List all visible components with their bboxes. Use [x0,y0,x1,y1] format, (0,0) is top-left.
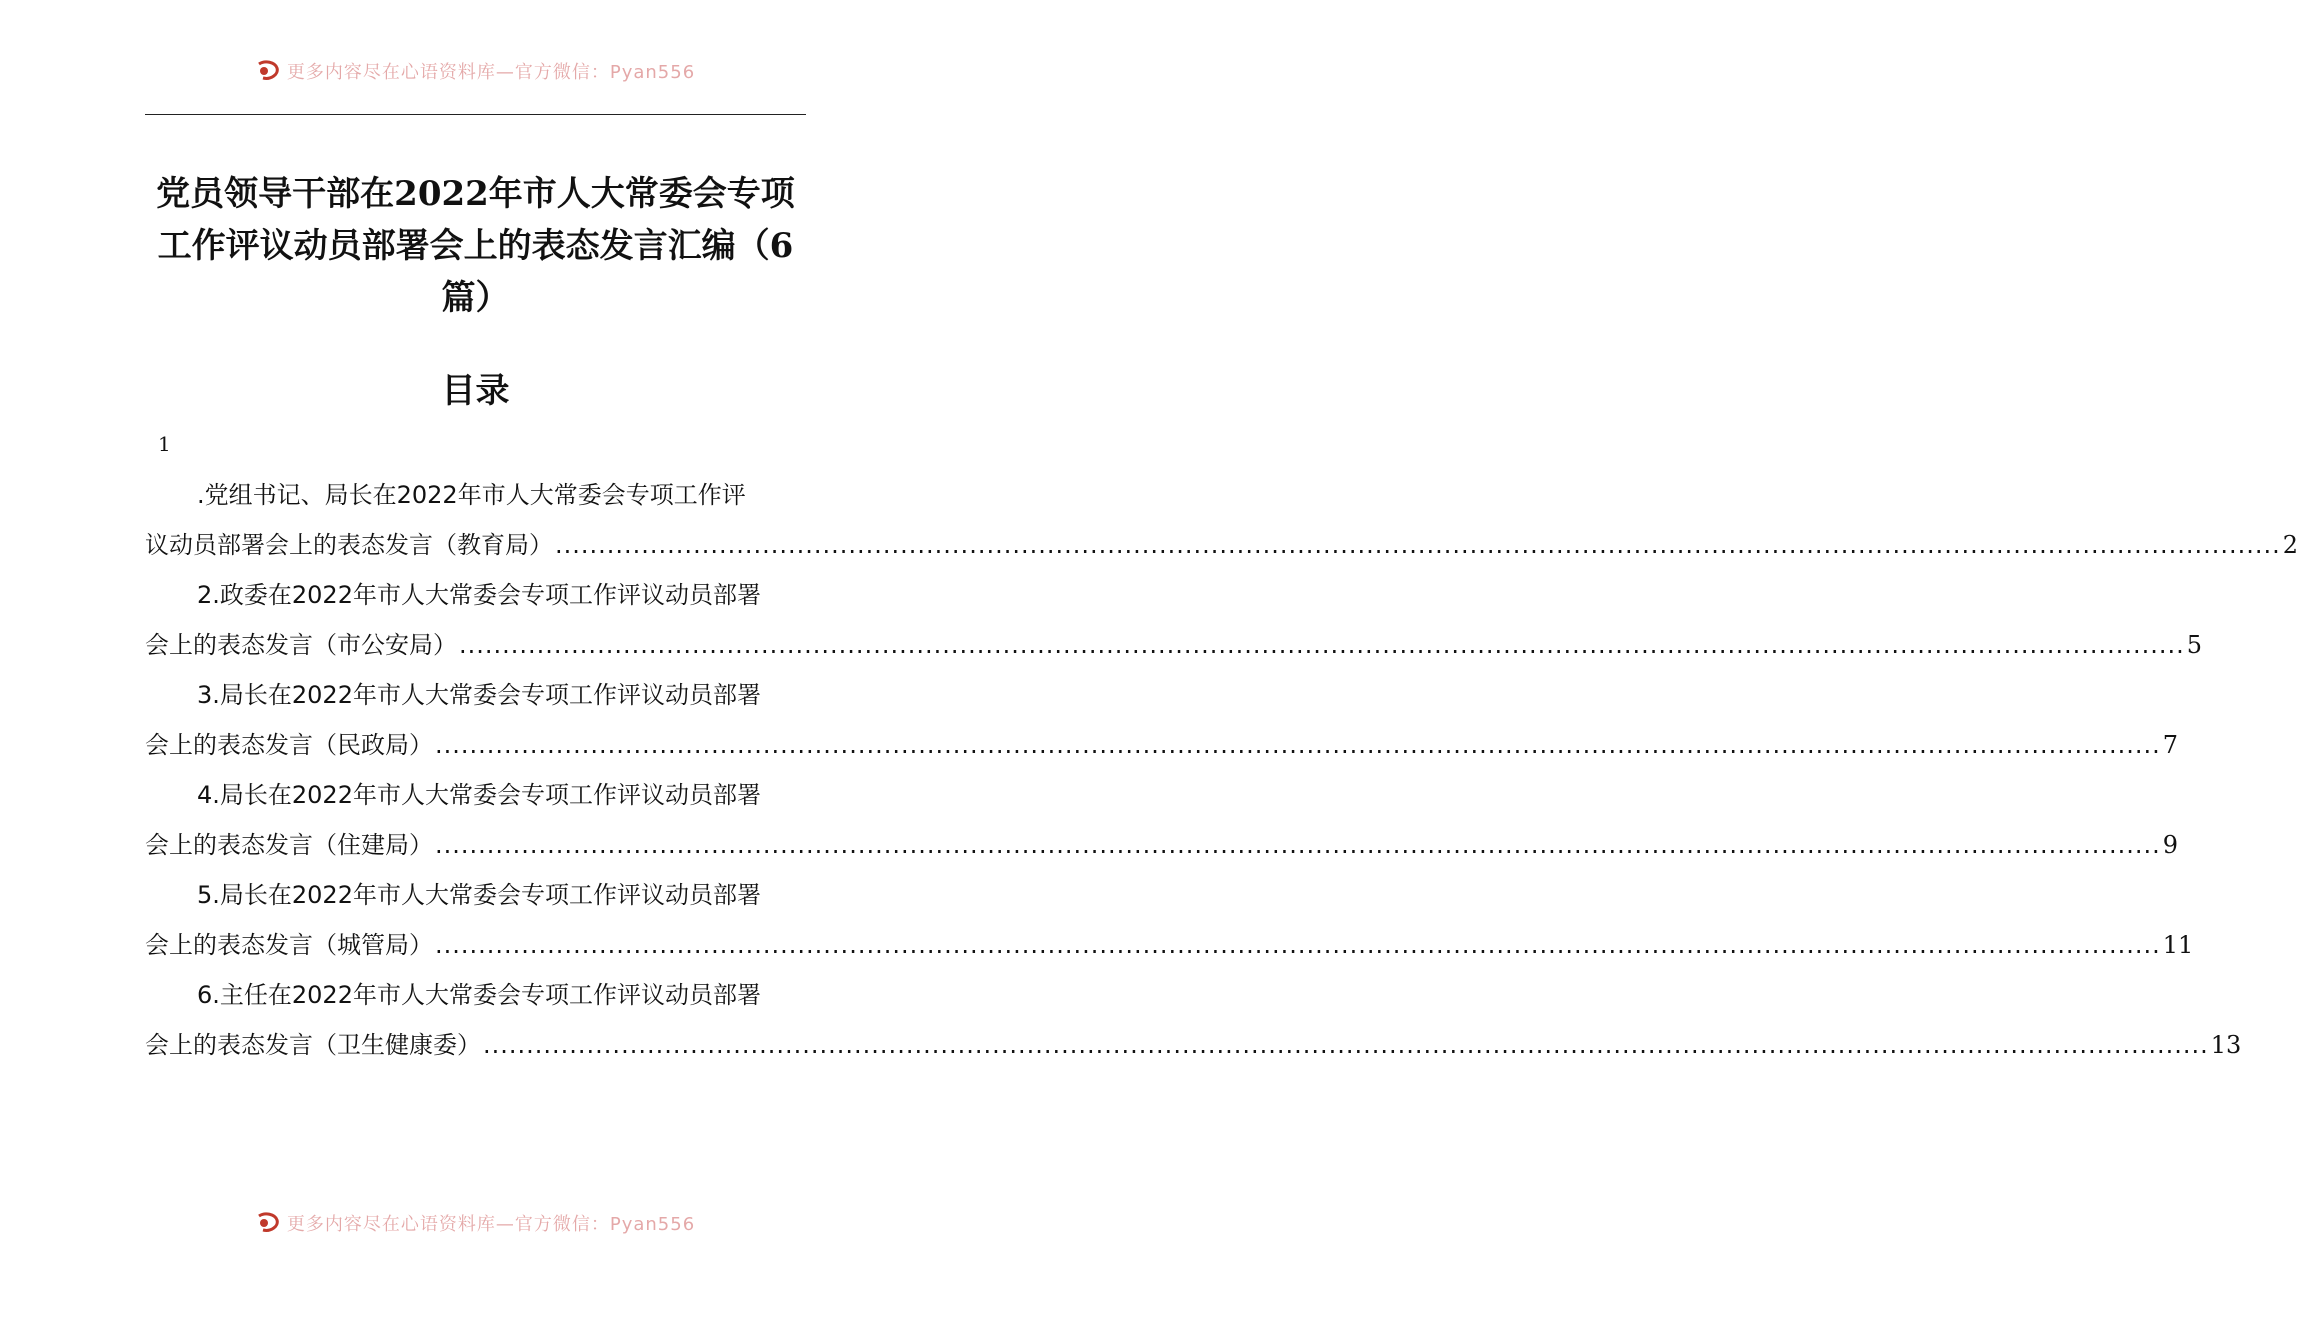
toc-entry-text: 会上的表态发言（卫生健康委） [145,1031,481,1059]
table-of-contents [145,470,2298,1070]
footer-watermark [0,1208,950,1238]
toc-entry-text: 会上的表态发言（城管局） [145,931,433,959]
toc-entry-line2 [145,920,2194,970]
toc-entry[interactable] [145,670,2179,770]
toc-page-number: 13 [2210,1031,2242,1059]
title-line: 篇） [441,278,510,318]
header-watermark [0,56,950,86]
toc-page-number: 9 [2162,831,2179,859]
toc-page-number: 11 [2162,931,2194,959]
toc-entry-text: 议动员部署会上的表态发言（教育局） [145,531,553,559]
watermark-text: 更多内容尽在心语资料库—官方微信：Pyan556 [286,1214,696,1235]
toc-entry[interactable] [145,470,2298,570]
toc-entry-line1: .党组书记、局长在2022年市人大常委会专项工作评 [197,481,746,509]
toc-entry-line2 [145,620,2203,670]
document-title [145,168,806,324]
toc-entry-text: 会上的表态发言（市公安局） [145,631,457,659]
toc-entry-line1: 5.局长在2022年市人大常委会专项工作评议动员部署 [197,881,761,909]
toc-entry[interactable] [145,770,2179,870]
watermark-logo-icon [255,58,281,84]
toc-leader-dots: ........................................................................................................................................................................................................ [555,531,2281,559]
title-line: 党员领导干部在2022年市人大常委会专项 [156,174,795,214]
watermark-text: 更多内容尽在心语资料库—官方微信：Pyan556 [286,62,696,83]
toc-first-number: 1 [158,432,171,456]
header-rule [145,114,806,115]
toc-entry-line2 [145,520,2298,570]
toc-page-number: 5 [2186,631,2203,659]
toc-entry-line1: 2.政委在2022年市人大常委会专项工作评议动员部署 [197,581,761,609]
toc-leader-dots: ........................................................................................................................................................................................................ [483,1031,2209,1059]
toc-entry[interactable] [145,570,2203,670]
toc-entry[interactable] [145,970,2242,1070]
toc-entry-line1: 4.局长在2022年市人大常委会专项工作评议动员部署 [197,781,761,809]
toc-entry-line2 [145,820,2179,870]
toc-entry-line2 [145,720,2179,770]
toc-entry-line1: 3.局长在2022年市人大常委会专项工作评议动员部署 [197,681,761,709]
toc-entry-text: 会上的表态发言（住建局） [145,831,433,859]
toc-heading: 目录 [441,371,510,411]
toc-leader-dots: ........................................................................................................................................................................................................ [435,731,2161,759]
title-line: 工作评议动员部署会上的表态发言汇编（6 [157,226,794,266]
watermark-logo-icon [255,1210,281,1236]
toc-entry-line2 [145,1020,2242,1070]
toc-entry-line1: 6.主任在2022年市人大常委会专项工作评议动员部署 [197,981,761,1009]
toc-page-number: 7 [2162,731,2179,759]
toc-entry-text: 会上的表态发言（民政局） [145,731,433,759]
toc-leader-dots: ........................................................................................................................................................................................................ [459,631,2185,659]
toc-entry[interactable] [145,870,2194,970]
toc-page-number: 2 [2282,531,2298,559]
toc-leader-dots: ........................................................................................................................................................................................................ [435,931,2161,959]
toc-leader-dots: ........................................................................................................................................................................................................ [435,831,2161,859]
